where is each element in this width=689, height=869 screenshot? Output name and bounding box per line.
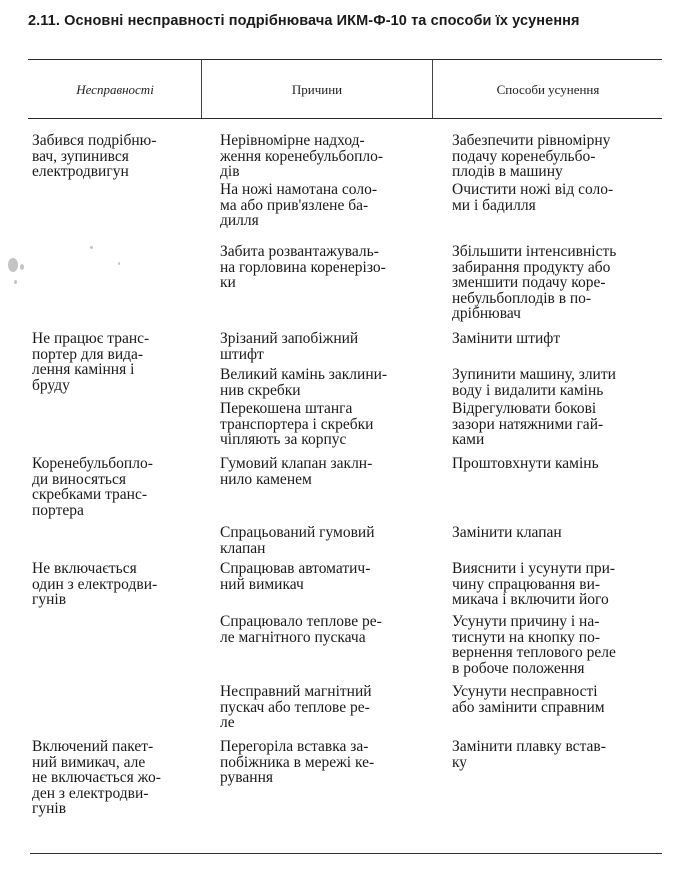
remedy-cell: Усунути причину і на- тиснути на кнопку по- вернення теплового реле в робоче положення <box>452 613 616 677</box>
table-bottom-rule <box>30 853 662 854</box>
cause-cell: Забита розвантажуваль- на горловина коренерізо- ки <box>220 243 386 292</box>
column-divider-2 <box>432 60 433 118</box>
remedy-cell: Відрегулювати бокові зазори натяжними гай- ками <box>452 400 604 449</box>
remedy-cell: Замінити штифт <box>452 330 561 347</box>
fault-cell: Не працює транс- портер для вида- лення каміння і бруду <box>32 330 150 394</box>
remedy-cell: Збільшити інтенсивність забирання продукту або зменшити подачу коре- небульбоплодів в по- дрібнювач <box>452 243 617 323</box>
header-remedies: Способи усунення <box>496 82 600 97</box>
cause-cell: Перегоріла вставка за- побіжника в мережі ке- рування <box>220 738 375 787</box>
cause-cell: Спрацьований гумовий клапан <box>220 524 375 557</box>
fault-cell: Не включається один з електродви- гунів <box>32 560 158 609</box>
scan-speck <box>14 280 17 284</box>
cause-cell: Нерівномірне надход- ження коренебульбопло- дів <box>220 132 384 181</box>
remedy-cell: Усунути несправності або замінити справним <box>452 683 605 716</box>
cause-cell: Перекошена штанга транспортера і скребки чіпляють за корпус <box>220 400 374 449</box>
remedy-cell: Проштовхнути камінь <box>452 455 599 472</box>
remedy-cell: Очистити ножі від соло- ми і бадилля <box>452 181 614 214</box>
cause-cell: Гумовий клапан заклн- нило каменем <box>220 455 373 488</box>
scan-speck <box>118 262 120 265</box>
cause-cell: На ножі намотана соло- ма або прив'язлене ба- дилля <box>220 181 377 230</box>
cause-cell: Спрацювало теплове ре- ле магнітного пускача <box>220 613 382 646</box>
remedy-cell: Замінити клапан <box>452 524 562 541</box>
remedy-cell: Вияснити і усунути при- чину спрацювання ви- микача і включити його <box>452 560 616 609</box>
cause-cell: Зрізаний запобіжний штифт <box>220 330 359 363</box>
cause-cell: Великий камінь заклини- нив скребки <box>220 366 388 399</box>
scan-speck <box>8 258 18 272</box>
column-divider-1 <box>201 60 202 118</box>
scan-speck <box>90 246 93 249</box>
fault-cell: Забився подрібню- вач, зупинився електродвигун <box>32 132 157 181</box>
header-faults: Несправності <box>76 82 154 97</box>
header-causes: Причини <box>291 82 343 97</box>
table-top-rule <box>28 59 662 60</box>
scan-speck <box>20 264 24 270</box>
table-caption: 2.11. Основні несправності подрібнювача ИКМ-Ф-10 та способи їх усунення <box>28 13 580 29</box>
cause-cell: Спрацював автоматич- ний вимикач <box>220 560 371 593</box>
remedy-cell: Зупинити машину, злити воду і видалити камінь <box>452 366 616 399</box>
cause-cell: Несправний магнітний пускач або теплове ре- ле <box>220 683 372 732</box>
remedy-cell: Замінити плавку встав- ку <box>452 738 606 771</box>
remedy-cell: Забезпечити рівномірну подачу коренебульбо- плодів в машину <box>452 132 611 181</box>
fault-cell: Включений пакет- ний вимикач, але не включається жо- ден з електродви- гунів <box>32 738 161 818</box>
header-bottom-rule <box>28 118 662 119</box>
fault-cell: Коренебульбопло- ди виносяться скребками транс- портера <box>32 455 153 519</box>
